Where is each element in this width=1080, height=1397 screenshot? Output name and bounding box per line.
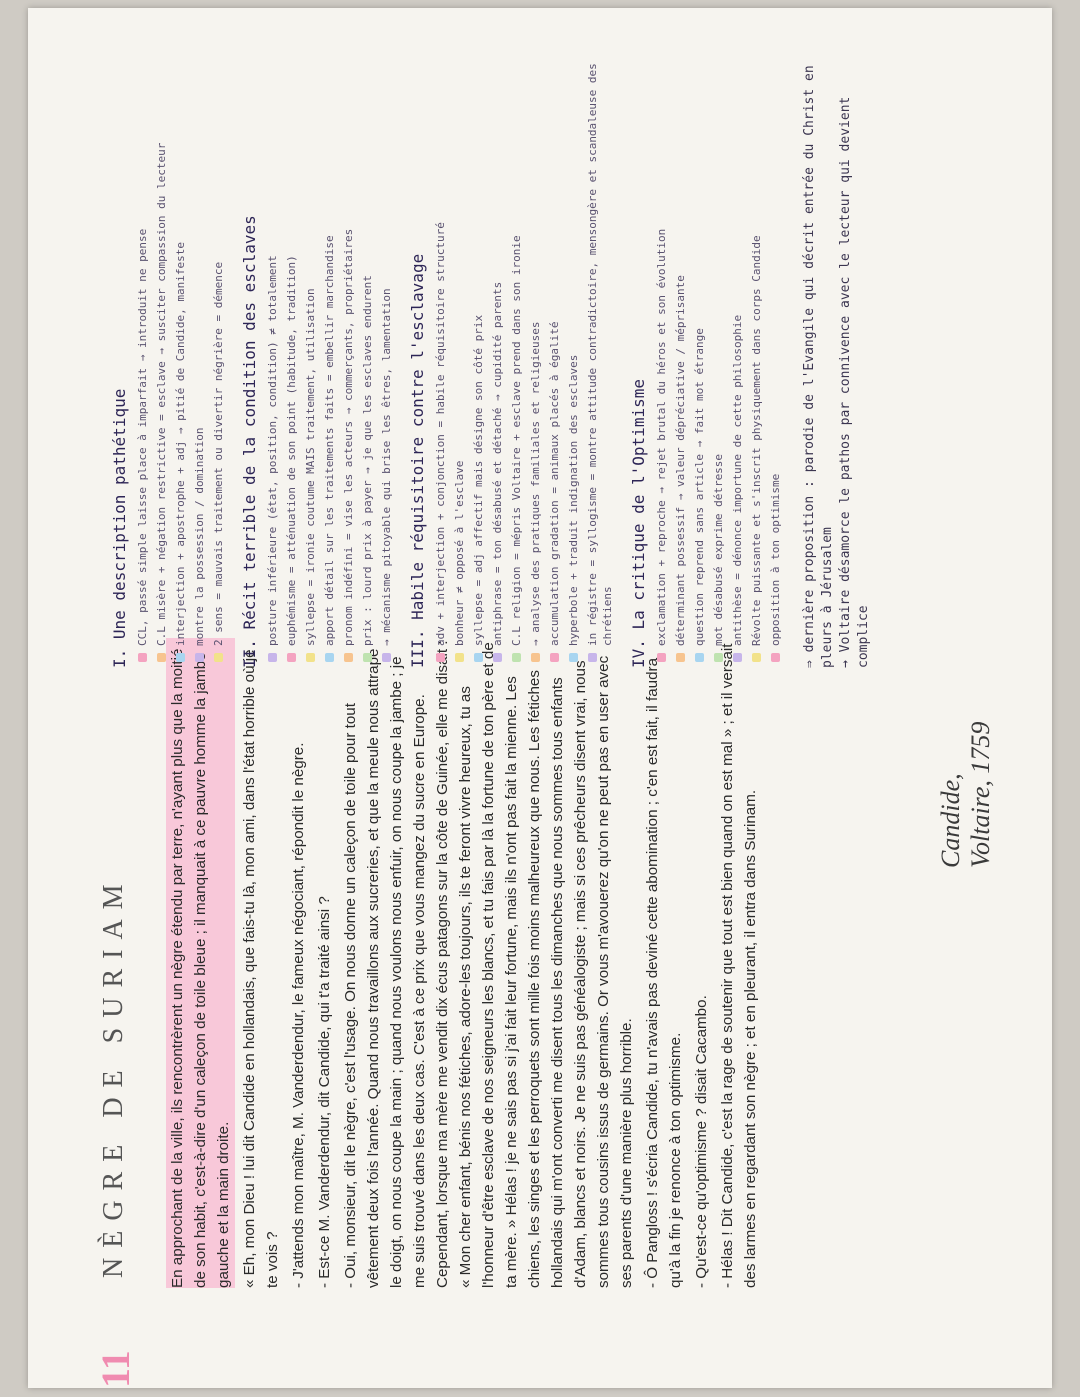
conclusion-line: → Voltaire désamorce le pathos par connivence avec le lecteur qui devient complice <box>838 96 871 668</box>
note-item: interjection + apostrophe + adj → pitié de Candide, manifeste <box>173 48 188 646</box>
note-item: → mécanisme pitoyable qui brise les êtres, lamentation <box>379 48 394 646</box>
note-item: hyperbole + traduit indignation des esclaves <box>566 48 581 646</box>
section-heading: IV. La critique de l'Optimisme <box>629 379 648 668</box>
note-item: Révolte puissante et s'inscrit physiquement dans corps Candide <box>749 48 764 646</box>
note-item: C.L religion = mépris Voltaire + esclave prend dans son ironie <box>509 48 524 646</box>
paragraph: - Hélas ! Dit Candide, c'est la rage de soutenir que tout est bien quand on est mal » ; et il versait des larmes en regardant son nègre ; et en pleurant, il entra dans Surinam. <box>719 643 759 1288</box>
section-heading: I. Une description pathétique <box>110 388 129 668</box>
section-heading: III. Habile réquisitoire contre l'esclavage <box>408 253 427 668</box>
paragraph: - Ô Pangloss ! s'écria Candide, tu n'avais pas deviné cette abomination ; c'en est fait, il faudra qu'à la fin je renonce à ton optimisme. <box>644 657 684 1288</box>
note-item: prix : lourd prix à payer → je que les esclaves endurent <box>360 48 375 646</box>
paragraph: En approchant de la ville, ils rencontrèrent un nègre étendu par terre, n'ayant plus que la moitié de son habit, c'est-à-dire d'un caleçon de toile bleue ; il manquait à ce pauvre homme la jambe gauche et la main droite. <box>166 638 235 1288</box>
note-item: montre la possession / domination <box>192 48 207 646</box>
note-item: in régistre = syllogisme = montre attitude contradictoire, mensongère et scandaleuse des chrétiens <box>585 48 615 646</box>
note-item: antithèse = dénonce importune de cette philosophie <box>730 48 745 646</box>
section-heading: II. Récit terrible de la condition des esclaves <box>240 215 259 668</box>
note-item: adv + interjection + conjonction = habile réquisitoire structuré <box>433 48 448 646</box>
note-item: question reprend sans article → fait mot étrange <box>692 48 707 646</box>
paragraph: - Est-ce M. Vanderdendur, dit Candide, qui t'a traité ainsi ? <box>316 896 333 1288</box>
note-item: pronom indéfini = vise les acteurs → commerçants, propriétaires <box>341 48 356 646</box>
rotated-content <box>86 28 1080 1388</box>
note-item: CCL, passé simple laisse place à imparfait → introduit ne pense <box>135 48 150 646</box>
note-item: accumulation gradation = animaux placés à égalité <box>547 48 562 646</box>
note-item: mot désabusé exprime détresse <box>711 48 726 646</box>
paragraph: « Eh, mon Dieu ! lui dit Candide en hollandais, que fais-tu là, mon ami, dans l'état horrible où je te vois ? <box>241 649 281 1288</box>
note-item: déterminant possessif → valeur dépréciative / méprisante <box>673 48 688 646</box>
note-item: syllepse = ironie coutume MAIS traitement, utilisation <box>303 48 318 646</box>
note-item: → analyse des pratiques familiales et religieuses <box>528 48 543 646</box>
signature: Candide, Voltaire, 1759 <box>936 721 995 868</box>
conclusion <box>801 48 873 668</box>
note-item: antiphrase = ton désabusé et détaché → cupidité parents <box>490 48 505 646</box>
notes-section <box>110 48 226 668</box>
note-item: exclamation + reproche → rejet brutal du héros et son évolution <box>654 48 669 646</box>
notes-section <box>629 48 783 668</box>
conclusion-line: ⇒ dernière proposition : parodie de l'Evangile qui décrit entrée du Christ en pleurs à Jérusalem <box>802 65 835 668</box>
note-item: posture inférieure (état, position, condition) ≠ totalement <box>265 48 280 646</box>
page-number: 11 <box>93 1350 138 1388</box>
notes-column <box>96 48 873 668</box>
paragraph: - J'attends mon maître, M. Vanderdendur, le fameux négociant, répondit le nègre. <box>290 742 307 1288</box>
page-title: NÈGRE DE SURIAM <box>98 874 129 1278</box>
note-item: apport détail sur les traitements faits = embellir marchandise <box>322 48 337 646</box>
excerpt-text <box>166 638 765 1288</box>
note-item: C.L misère + négation restrictive = esclave → susciter compassion du lecteur <box>154 48 169 646</box>
paragraph: - Qu'est-ce qu'optimisme ? disait Cacambo. <box>693 995 710 1288</box>
paper-sheet <box>28 8 1052 1388</box>
note-item: 2 sens = mauvais traitement ou divertir négrière = démence <box>211 48 226 646</box>
note-item: syllepse = adj affectif mais désigne son côté prix <box>471 48 486 646</box>
note-item: bonheur ≠ opposé à l'esclave <box>452 48 467 646</box>
notes-section <box>408 48 615 668</box>
note-item: euphémisme = atténuation de son point (habitude, tradition) <box>284 48 299 646</box>
note-item: opposition à ton optimisme <box>768 48 783 646</box>
notes-section <box>240 48 394 668</box>
paragraph: - Oui, monsieur, dit le nègre, c'est l'usage. On nous donne un caleçon de toile pour tout vêtement deux fois l'année. Quand nous travaillons aux sucreries, et que la meule nous attrape le doigt, on nous coupe la main ; quand nous voulons nous enfuir, on nous coupe la jambe ; je me suis trouvé dans les deux cas. C'est à ce prix que vous mangez du sucre en Europe. Cependant, lorsque ma mère me vendit dix écus patagons sur la côte de Guinée, elle me disait : « Mon cher enfant, bénis nos fétiches, adore-les toujours, ils te feront vivre heureux, tu as l'honneur d'être esclave de nos seigneurs les blancs, et tu fais par là la fortune de ton père et de ta mère. » Hélas ! je ne sais pas si j'ai fait leur fortune, mais ils n'ont pas fait la mienne. Les chiens, les singes et les perroquets sont mille fois moins malheureux que nous. Les fétiches hollandais qui m'ont converti me disent tous les dimanches que nous sommes tous enfants d'Adam, blancs et noirs. Je ne suis pas généalogiste ; mais si ces prêcheurs disent vrai, nous sommes tous cousins issus de germains. Or vous m'avouerez qu'on ne peut pas en user avec ses parents d'une manière plus horrible. <box>342 640 635 1288</box>
